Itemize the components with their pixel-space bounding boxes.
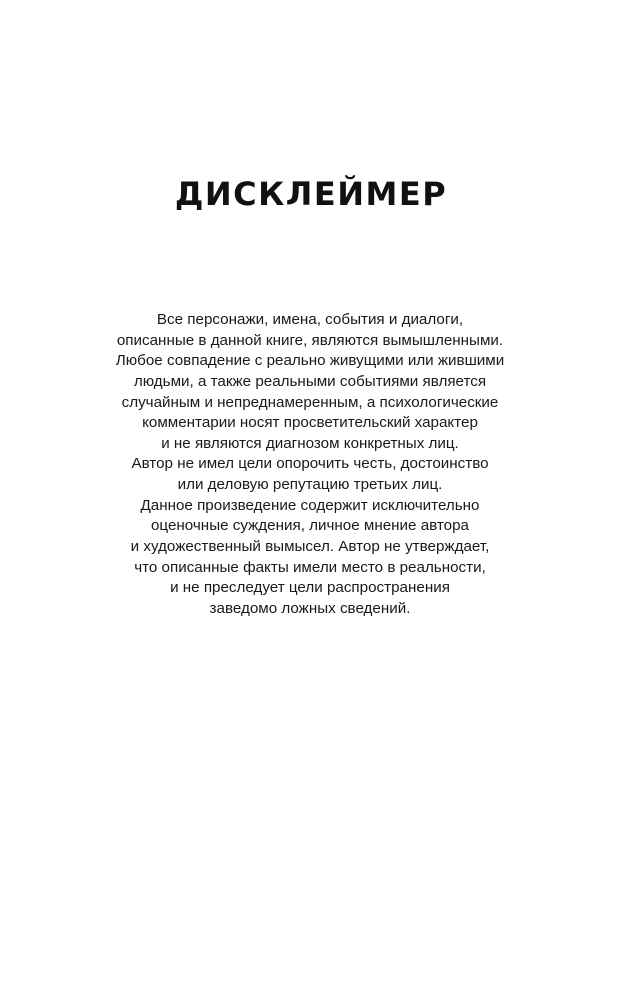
text-line: людьми, а также реальными событиями является: [133, 372, 487, 390]
text-line: комментарии носят просветительский характер: [142, 414, 478, 432]
text-line: и не преследует цели распространения: [170, 579, 450, 597]
text-line: или деловую репутацию третьих лиц.: [177, 476, 443, 494]
text-line: заведомо ложных сведений.: [209, 599, 411, 617]
text-line: оценочные суждения, личное мнение автора: [150, 517, 470, 535]
text-line: описанные в данной книге, являются вымышленными.: [116, 331, 504, 349]
page-title: ДИСКЛЕЙМЕР: [174, 175, 448, 213]
text-line: Автор не имел цели опорочить честь, достоинство: [131, 455, 489, 473]
text-line: Все персонажи, имена, события и диалоги,: [156, 311, 464, 328]
text-line: Данное произведение содержит исключительно: [140, 496, 480, 514]
text-line: Любое совпадение с реально живущими или жившими: [115, 352, 505, 370]
text-line: и не являются диагнозом конкретных лиц.: [161, 434, 459, 452]
disclaimer-text: [60, 310, 560, 620]
text-line: случайным и непреднамеренным, а психологические: [121, 393, 499, 411]
text-line: и художественный вымысел. Автор не утверждает,: [130, 538, 490, 556]
text-line: что описанные факты имели место в реальности,: [134, 558, 486, 576]
